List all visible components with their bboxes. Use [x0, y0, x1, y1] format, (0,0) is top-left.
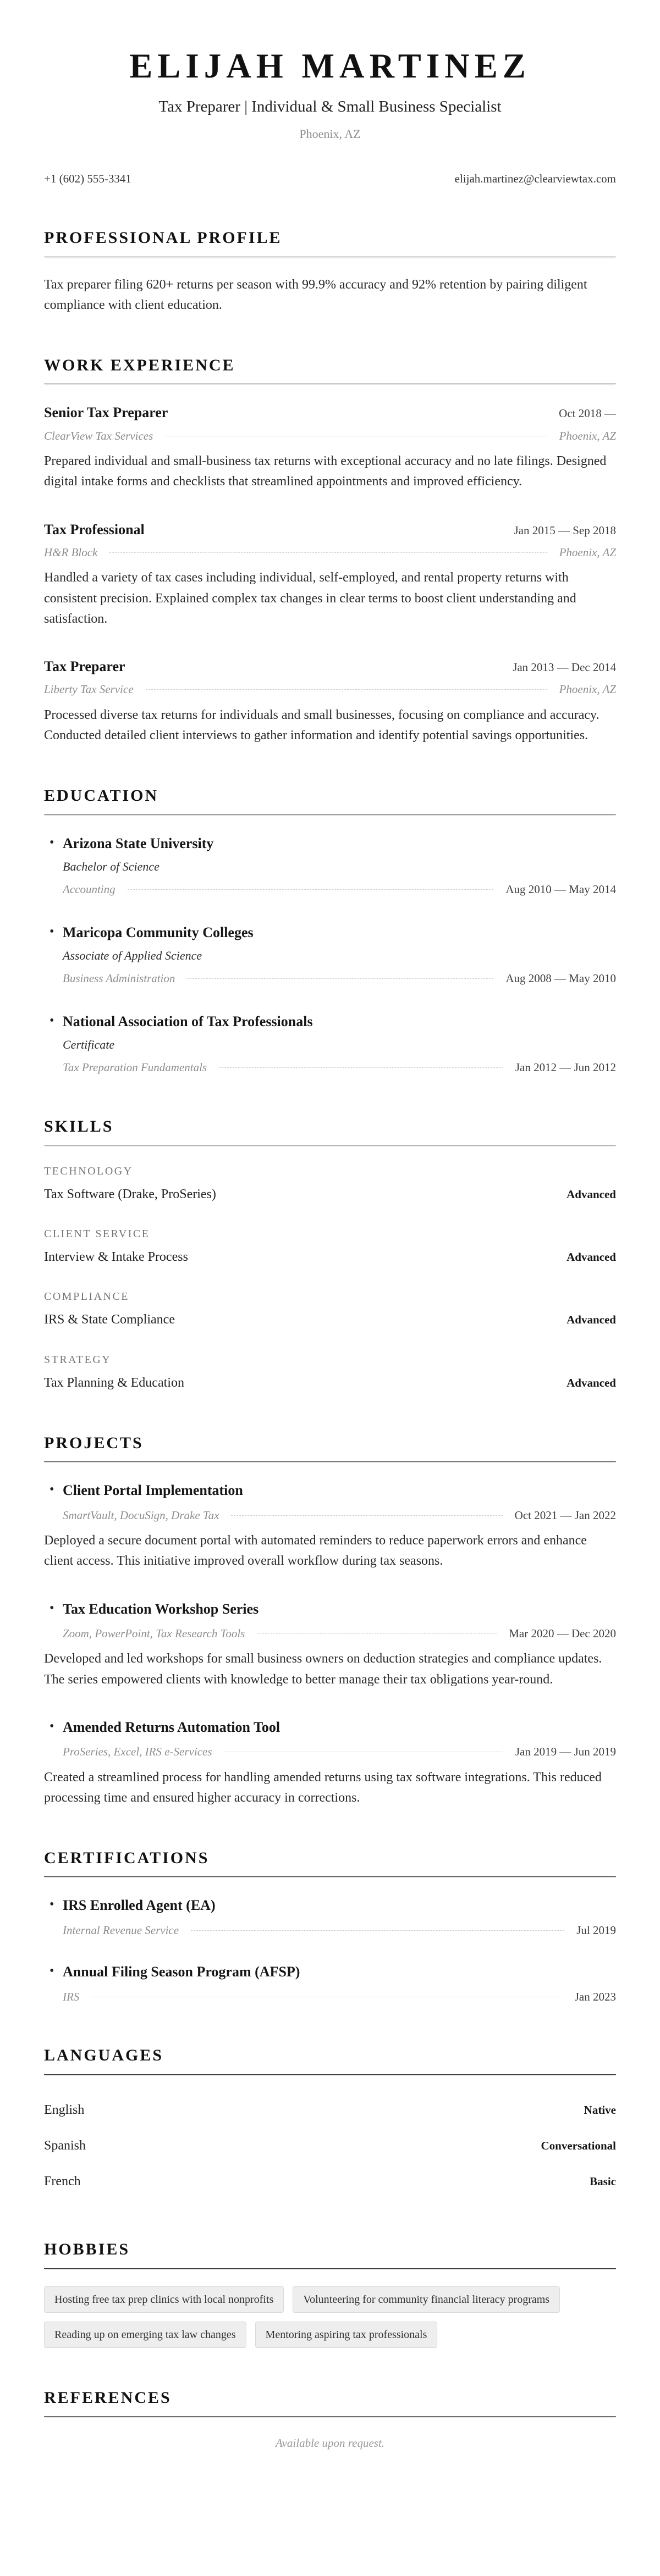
project-dates: Oct 2021 — Jan 2022 — [514, 1508, 616, 1522]
certification-issuer-row — [63, 1988, 616, 2006]
work-experience-heading: WORK EXPERIENCE — [44, 353, 616, 385]
project-entry — [44, 1716, 616, 1808]
hobby-chip-list — [44, 2286, 616, 2348]
language-name: French — [44, 2174, 81, 2189]
skill-name: IRS & State Compliance — [44, 1312, 175, 1327]
project-entry — [44, 1480, 616, 1571]
job-title: Tax Professional — [44, 521, 145, 538]
skill-category: STRATEGY — [44, 1353, 112, 1366]
job-title-row — [44, 656, 616, 678]
dotted-leader — [128, 889, 494, 890]
school-name: • National Association of Tax Professionals — [63, 1013, 313, 1029]
degree-name: Certificate — [63, 1037, 115, 1051]
job-company: H&R Block — [44, 545, 98, 559]
education-field-row — [63, 880, 616, 899]
language-row — [44, 2092, 616, 2128]
project-title: • Client Portal Implementation — [63, 1482, 243, 1499]
job-title-row — [44, 519, 616, 541]
language-level: Conversational — [541, 2139, 616, 2152]
certification-entry — [44, 1894, 616, 1939]
section-references — [44, 2385, 616, 2452]
skill-group — [44, 1288, 616, 1330]
candidate-location: Phoenix, AZ — [299, 127, 361, 141]
resume-header — [44, 46, 616, 188]
language-level: Basic — [590, 2175, 616, 2189]
skill-row — [44, 1247, 616, 1267]
skill-category: COMPLIANCE — [44, 1290, 130, 1303]
job-dates: Jan 2013 — Dec 2014 — [513, 661, 616, 674]
job-location: Phoenix, AZ — [559, 545, 616, 559]
dotted-leader — [257, 1633, 497, 1634]
hobbies-heading: HOBBIES — [44, 2237, 616, 2269]
job-company: ClearView Tax Services — [44, 429, 153, 442]
skill-group — [44, 1351, 616, 1393]
language-row — [44, 2164, 616, 2200]
skill-level: Advanced — [566, 1313, 616, 1327]
skill-row — [44, 1184, 616, 1205]
certification-name: • IRS Enrolled Agent (EA) — [63, 1897, 216, 1914]
job-entry — [44, 402, 616, 492]
job-title: Senior Tax Preparer — [44, 405, 168, 421]
dotted-leader — [146, 689, 547, 690]
skill-row — [44, 1310, 616, 1330]
profile-text: Tax preparer filing 620+ returns per season with 99.9% accuracy and 92% retention by pairing diligent compliance with client education. — [44, 277, 587, 312]
skill-level: Advanced — [566, 1188, 616, 1201]
project-entry — [44, 1598, 616, 1690]
project-tools: Zoom, PowerPoint, Tax Research Tools — [63, 1626, 245, 1640]
certifications-heading: CERTIFICATIONS — [44, 1846, 616, 1877]
project-tools-row — [63, 1506, 616, 1525]
degree-name: Bachelor of Science — [63, 860, 160, 874]
job-entry — [44, 519, 616, 629]
hobby-chip: Hosting free tax prep clinics with local nonprofits — [44, 2286, 284, 2313]
skill-name: Interview & Intake Process — [44, 1250, 188, 1265]
hobby-chip: Reading up on emerging tax law changes — [44, 2322, 246, 2348]
section-professional-profile — [44, 225, 616, 315]
school-name: • Arizona State University — [63, 835, 214, 851]
hobby-chip: Volunteering for community financial literacy programs — [293, 2286, 560, 2313]
job-company-row — [44, 680, 616, 699]
language-row — [44, 2128, 616, 2164]
email-text: elijah.martinez@clearviewtax.com — [454, 172, 616, 186]
skill-name: Tax Planning & Education — [44, 1375, 184, 1390]
school-name: • Maricopa Community Colleges — [63, 924, 254, 940]
languages-heading: LANGUAGES — [44, 2043, 616, 2075]
job-dates: Oct 2018 — — [559, 407, 616, 420]
skill-level: Advanced — [566, 1250, 616, 1264]
education-field-row — [63, 970, 616, 988]
job-company: Liberty Tax Service — [44, 683, 134, 696]
project-description: Deployed a secure document portal with automated reminders to reduce paperwork errors and enhance client access. This initiative improved overall workflow during tax seasons. — [44, 1533, 587, 1569]
language-name: Spanish — [44, 2138, 86, 2153]
references-heading: REFERENCES — [44, 2385, 616, 2417]
project-dates: Mar 2020 — Dec 2020 — [509, 1626, 616, 1640]
job-entry — [44, 656, 616, 746]
contact-row — [44, 170, 616, 188]
field-of-study: Tax Preparation Fundamentals — [63, 1061, 207, 1074]
job-title-row — [44, 402, 616, 424]
education-dates: Aug 2008 — May 2010 — [505, 972, 616, 985]
skill-level: Advanced — [566, 1376, 616, 1389]
section-work-experience — [44, 353, 616, 746]
job-description: Prepared individual and small-business tax returns with exceptional accuracy and no late filings. Designed digital intake forms and checklists that streamlined appointments and improved efficiency. — [44, 454, 607, 489]
section-projects — [44, 1431, 616, 1808]
dotted-leader — [109, 552, 547, 553]
skill-category: CLIENT SERVICE — [44, 1228, 150, 1240]
skills-heading: SKILLS — [44, 1114, 616, 1146]
skill-name: Tax Software (Drake, ProSeries) — [44, 1187, 216, 1202]
project-title: • Tax Education Workshop Series — [63, 1600, 259, 1617]
job-company-row — [44, 427, 616, 445]
section-certifications — [44, 1846, 616, 2006]
skill-group — [44, 1163, 616, 1205]
education-heading: EDUCATION — [44, 783, 616, 815]
phone-text: +1 (602) 555-3341 — [44, 172, 131, 186]
dotted-leader — [219, 1067, 503, 1068]
section-languages — [44, 2043, 616, 2200]
project-description: Developed and led workshops for small business owners on deduction strategies and compliance updates. The series empowered clients with knowledge to better manage their tax obligations year-round. — [44, 1652, 602, 1687]
job-location: Phoenix, AZ — [559, 683, 616, 696]
field-of-study: Business Administration — [63, 972, 175, 985]
certification-issuer: Internal Revenue Service — [63, 1923, 179, 1937]
projects-heading: PROJECTS — [44, 1431, 616, 1462]
language-name: English — [44, 2102, 85, 2117]
skill-category: TECHNOLOGY — [44, 1165, 133, 1178]
dotted-leader — [191, 1930, 564, 1931]
education-dates: Aug 2010 — May 2014 — [505, 883, 616, 896]
certification-issuer: IRS — [63, 1990, 80, 2003]
education-field-row — [63, 1059, 616, 1077]
field-of-study: Accounting — [63, 883, 116, 896]
certification-name: • Annual Filing Season Program (AFSP) — [63, 1964, 300, 1980]
education-dates: Jan 2012 — Jun 2012 — [515, 1061, 616, 1074]
section-education — [44, 783, 616, 1076]
education-entry — [44, 1011, 616, 1077]
skill-group — [44, 1226, 616, 1267]
candidate-name: ELIJAH MARTINEZ — [129, 47, 531, 85]
certification-date: Jul 2019 — [576, 1923, 616, 1937]
job-description: Processed diverse tax returns for individuals and small businesses, focusing on compliance and accuracy. Conducted detailed client interviews to gather information and identify potential savings opportunities. — [44, 707, 600, 743]
project-tools: ProSeries, Excel, IRS e-Services — [63, 1745, 212, 1759]
certification-issuer-row — [63, 1921, 616, 1940]
job-dates: Jan 2015 — Sep 2018 — [514, 523, 616, 537]
certification-entry — [44, 1961, 616, 2006]
project-dates: Jan 2019 — Jun 2019 — [515, 1745, 616, 1759]
language-level: Native — [584, 2103, 616, 2117]
project-tools: SmartVault, DocuSign, Drake Tax — [63, 1508, 219, 1522]
project-tools-row — [63, 1743, 616, 1761]
job-location: Phoenix, AZ — [559, 429, 616, 442]
section-skills — [44, 1114, 616, 1393]
hobby-chip: Mentoring aspiring tax professionals — [255, 2322, 438, 2348]
project-tools-row — [63, 1625, 616, 1643]
skill-row — [44, 1373, 616, 1393]
job-title: Tax Preparer — [44, 658, 125, 675]
job-company-row — [44, 544, 616, 562]
professional-profile-heading: PROFESSIONAL PROFILE — [44, 225, 616, 257]
dotted-leader — [187, 978, 493, 979]
candidate-title: Tax Preparer | Individual & Small Business Specialist — [158, 98, 502, 116]
degree-name: Associate of Applied Science — [63, 948, 202, 962]
dotted-leader — [231, 1515, 502, 1516]
job-description: Handled a variety of tax cases including individual, self-employed, and rental property returns with consistent precision. Explained complex tax changes in clear terms to boost client understanding and satisfaction. — [44, 570, 576, 626]
education-entry — [44, 833, 616, 899]
project-description: Created a streamlined process for handling amended returns using tax software integrations. This reduced processing time and ensured higher accuracy in corrections. — [44, 1770, 602, 1805]
section-hobbies — [44, 2237, 616, 2348]
project-title: • Amended Returns Automation Tool — [63, 1719, 280, 1735]
education-entry — [44, 922, 616, 988]
references-text: Available upon request. — [275, 2436, 385, 2450]
certification-date: Jan 2023 — [574, 1990, 616, 2003]
